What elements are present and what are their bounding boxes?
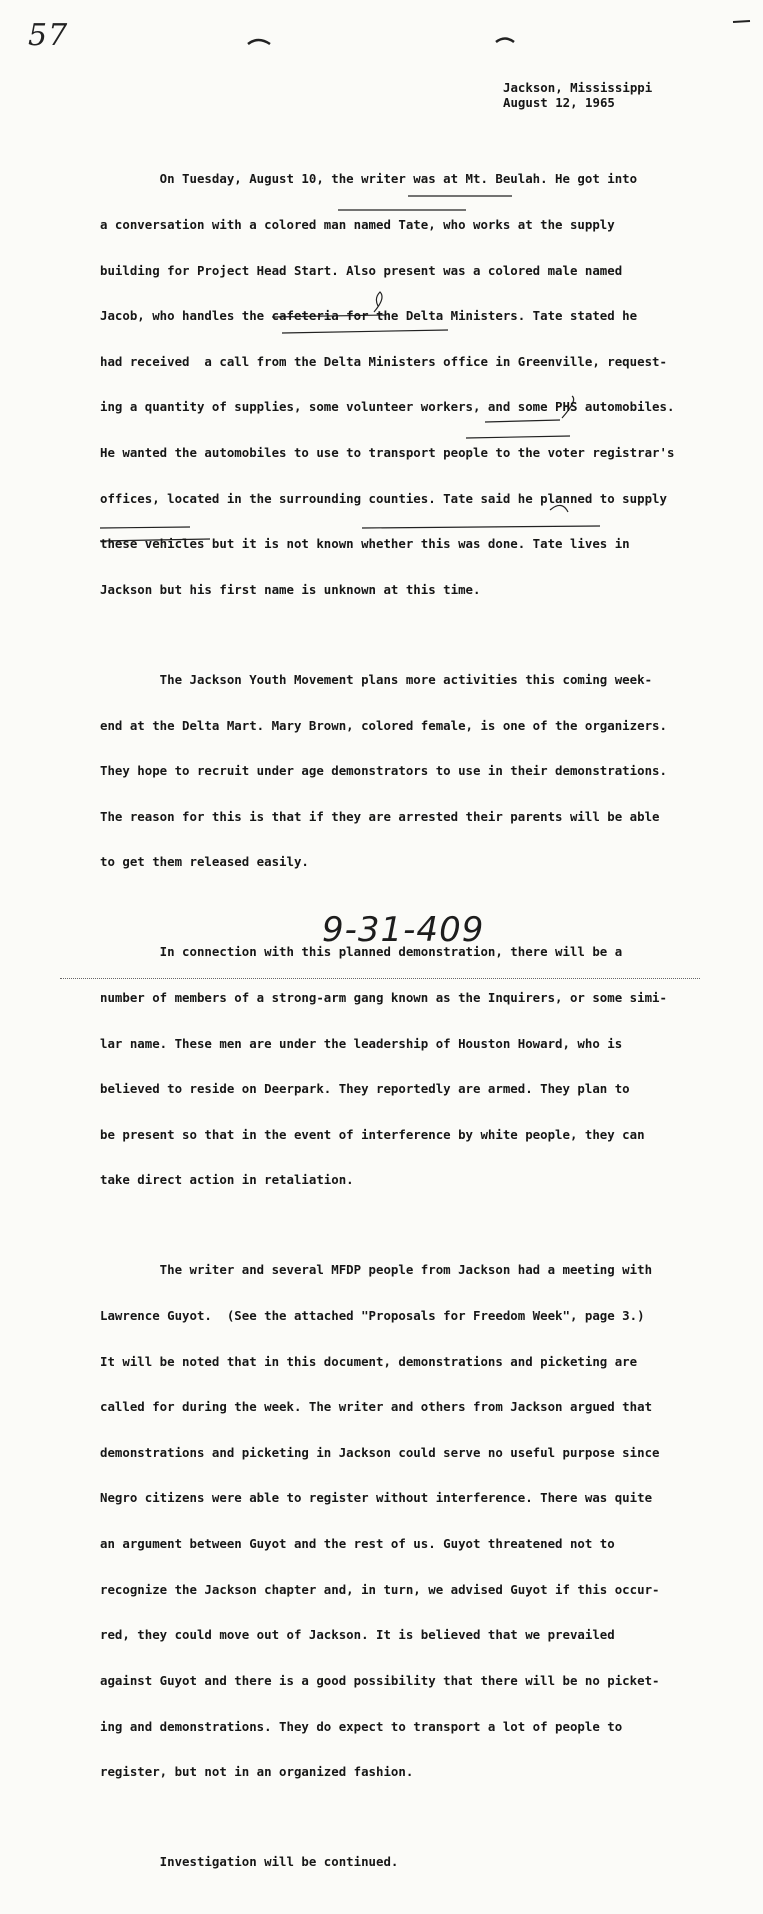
text-line: Jacob, who handles the cafeteria for the Delta Ministers. Tate stated he bbox=[100, 308, 638, 324]
text-line: Negro citizens were able to register without interference. There was quite bbox=[100, 1490, 653, 1506]
paragraph bbox=[100, 914, 680, 1218]
text-line: register, but not in an organized fashion. bbox=[100, 1764, 414, 1780]
report-body bbox=[100, 141, 680, 1914]
text-line: had received a call from the Delta Ministers office in Greenville, request- bbox=[100, 353, 667, 369]
staple-mark-right bbox=[496, 39, 514, 43]
text-line: He wanted the automobiles to use to transport people to the voter registrar's bbox=[100, 445, 675, 461]
paragraph bbox=[100, 1232, 680, 1810]
paragraph bbox=[100, 1824, 680, 1900]
text-line: be present so that in the event of interference by white people, they can bbox=[100, 1126, 645, 1142]
text-line: ing a quantity of supplies, some volunteer workers, and some PHS automobiles. bbox=[100, 399, 675, 415]
handwritten-file-number: 9-31-409 bbox=[322, 910, 485, 950]
staple-mark-left bbox=[248, 40, 270, 44]
text-line: On Tuesday, August 10, the writer was at Mt. Beulah. He got into bbox=[100, 171, 638, 187]
text-line: called for during the week. The writer and others from Jackson argued that bbox=[100, 1399, 653, 1415]
text-line: demonstrations and picketing in Jackson could serve no useful purpose since bbox=[100, 1444, 660, 1460]
text-line: Investigation will be continued. bbox=[100, 1854, 399, 1870]
paragraph bbox=[100, 642, 680, 900]
text-line: Lawrence Guyot. (See the attached "Proposals for Freedom Week", page 3.) bbox=[100, 1308, 645, 1324]
text-line: take direct action in retaliation. bbox=[100, 1172, 354, 1188]
text-line: In connection with this planned demonstration, there will be a bbox=[100, 944, 623, 960]
text-line: building for Project Head Start. Also present was a colored male named bbox=[100, 262, 623, 278]
text-line: believed to reside on Deerpark. They reportedly are armed. They plan to bbox=[100, 1081, 630, 1097]
header-date: August 12, 1965 bbox=[503, 95, 615, 110]
text-line: They hope to recruit under age demonstrators to use in their demonstrations. bbox=[100, 763, 667, 779]
text-line: recognize the Jackson chapter and, in turn, we advised Guyot if this occur- bbox=[100, 1581, 660, 1597]
edge-mark bbox=[733, 21, 750, 22]
text-line: end at the Delta Mart. Mary Brown, colored female, is one of the organizers. bbox=[100, 717, 667, 733]
text-line: red, they could move out of Jackson. It is believed that we prevailed bbox=[100, 1627, 615, 1643]
text-line: It will be noted that in this document, demonstrations and picketing are bbox=[100, 1353, 638, 1369]
text-line: ing and demonstrations. They do expect to transport a lot of people to bbox=[100, 1718, 623, 1734]
text-line: number of members of a strong-arm gang known as the Inquirers, or some simi- bbox=[100, 989, 667, 1005]
text-line: lar name. These men are under the leadership of Houston Howard, who is bbox=[100, 1035, 623, 1051]
text-line: The Jackson Youth Movement plans more activities this coming week- bbox=[100, 671, 653, 687]
header-place: Jackson, Mississippi bbox=[503, 80, 653, 95]
text-line: these vehicles but it is not known whether this was done. Tate lives in bbox=[100, 536, 630, 552]
text-line: against Guyot and there is a good possibility that there will be no picket- bbox=[100, 1672, 660, 1688]
text-line: an argument between Guyot and the rest of us. Guyot threatened not to bbox=[100, 1536, 615, 1552]
text-line: Jackson but his first name is unknown at this time. bbox=[100, 581, 481, 597]
letter-header bbox=[503, 80, 652, 110]
paragraph bbox=[100, 141, 680, 628]
handwritten-page-number: 57 bbox=[28, 18, 69, 53]
text-line: a conversation with a colored man named Tate, who works at the supply bbox=[100, 217, 615, 233]
text-line: The reason for this is that if they are arrested their parents will be able bbox=[100, 808, 660, 824]
text-line: offices, located in the surrounding counties. Tate said he planned to supply bbox=[100, 490, 667, 506]
text-line: to get them released easily. bbox=[100, 854, 309, 870]
text-line: The writer and several MFDP people from Jackson had a meeting with bbox=[100, 1262, 653, 1278]
scan-edge-dots bbox=[60, 978, 700, 980]
